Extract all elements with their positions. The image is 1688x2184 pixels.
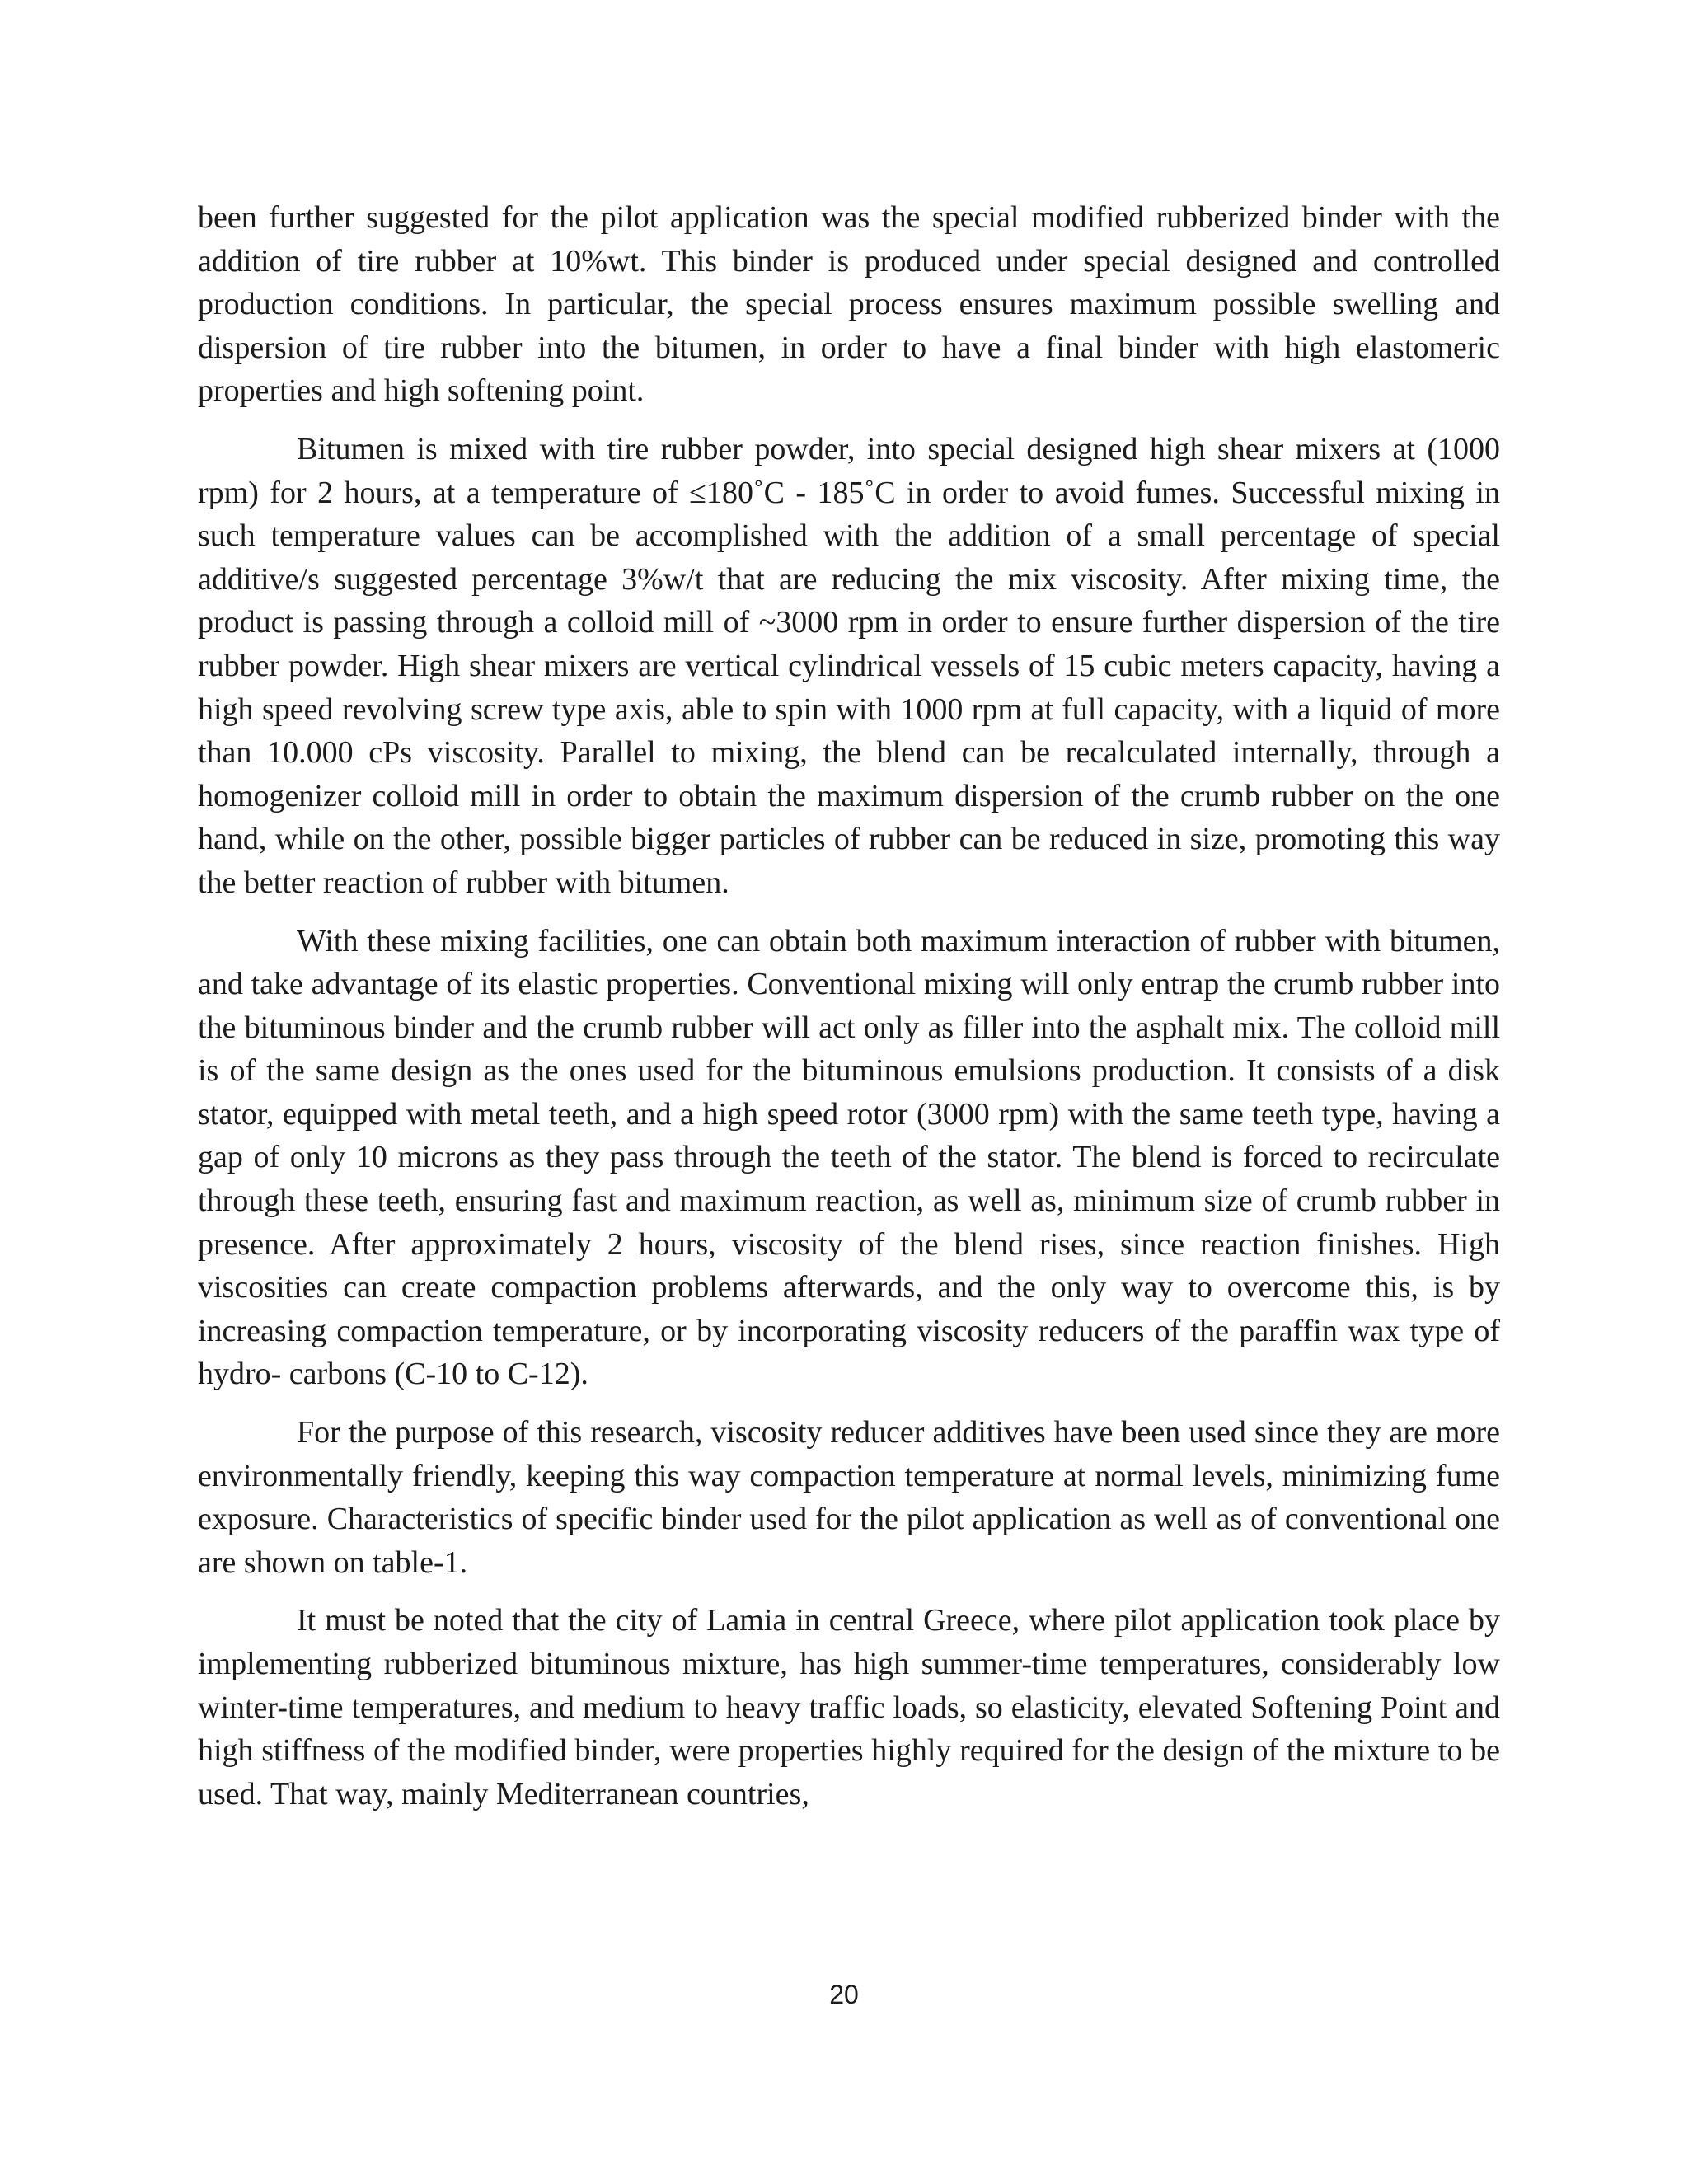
page-number: 20 [829, 1980, 859, 2009]
paragraph-continuation: been further suggested for the pilot application was the special modified rubberized binder with the addition of tire rubber at 10%wt. This binder is produced under special designed and controlled production conditions. In particular, the special process ensures maximum possible swelling and dispersion of tire rubber into the bitumen, in order to have a final binder with high elastomeric properties and high softening point. [198, 200, 1500, 409]
body-text [198, 196, 1500, 1830]
paragraph-viscosity-reducers: For the purpose of this research, viscosity reducer additives have been used since they are more environmentally friendly, keeping this way compaction temperature at normal levels, minimizing fume exposure. Characteristics of specific binder used for the pilot application as well as of conventional one are shown on table-1. [198, 1415, 1500, 1580]
paragraph-lamia-application: It must be noted that the city of Lamia in central Greece, where pilot application took place by implementing rubberized bituminous mixture, has high summer-time temperatures, considerably low winter-time temperatures, and medium to heavy traffic loads, so elasticity, elevated Softening Point and high stiffness of the modified binder, were properties highly required for the design of the mixture to be used. That way, mainly Mediterranean countries, [198, 1603, 1500, 1811]
paragraph-mixing-facilities: With these mixing facilities, one can obtain both maximum interaction of rubber with bitumen, and take advantage of its elastic properties. Conventional mixing will only entrap the crumb rubber into the bituminous binder and the crumb rubber will act only as filler into the asphalt mix. The colloid mill is of the same design as the ones used for the bituminous emulsions production. It consists of a disk stator, equipped with metal teeth, and a high speed rotor (3000 rpm) with the same teeth type, having a gap of only 10 microns as they pass through the teeth of the stator. The blend is forced to recirculate through these teeth, ensuring fast and maximum reaction, as well as, minimum size of crumb rubber in presence. After approximately 2 hours, viscosity of the blend rises, since reaction finishes. High viscosities can create compaction problems afterwards, and the only way to overcome this, is by increasing compaction temperature, or by incorporating viscosity reducers of the paraffin wax type of hydro- carbons (C-10 to C-12). [198, 923, 1500, 1392]
paragraph-mixing-process: Bitumen is mixed with tire rubber powder, into special designed high shear mixers at (1000 rpm) for 2 hours, at a temperature of ≤180˚C - 185˚C in order to avoid fumes. Successful mixing in such temperature values can be accomplished with the addition of a small percentage of special additive/s suggested percentage 3%w/t that are reducing the mix viscosity. After mixing time, the product is passing through a colloid mill of ~3000 rpm in order to ensure further dispersion of the tire rubber powder. High shear mixers are vertical cylindrical vessels of 15 cubic meters capacity, having a high speed revolving screw type axis, able to spin with 1000 rpm at full capacity, with a liquid of more than 10.000 cPs viscosity. Parallel to mixing, the blend can be recalculated internally, through a homogenizer colloid mill in order to obtain the maximum dispersion of the crumb rubber on the one hand, while on the other, possible bigger particles of rubber can be reduced in size, promoting this way the better reaction of rubber with bitumen. [198, 431, 1500, 900]
